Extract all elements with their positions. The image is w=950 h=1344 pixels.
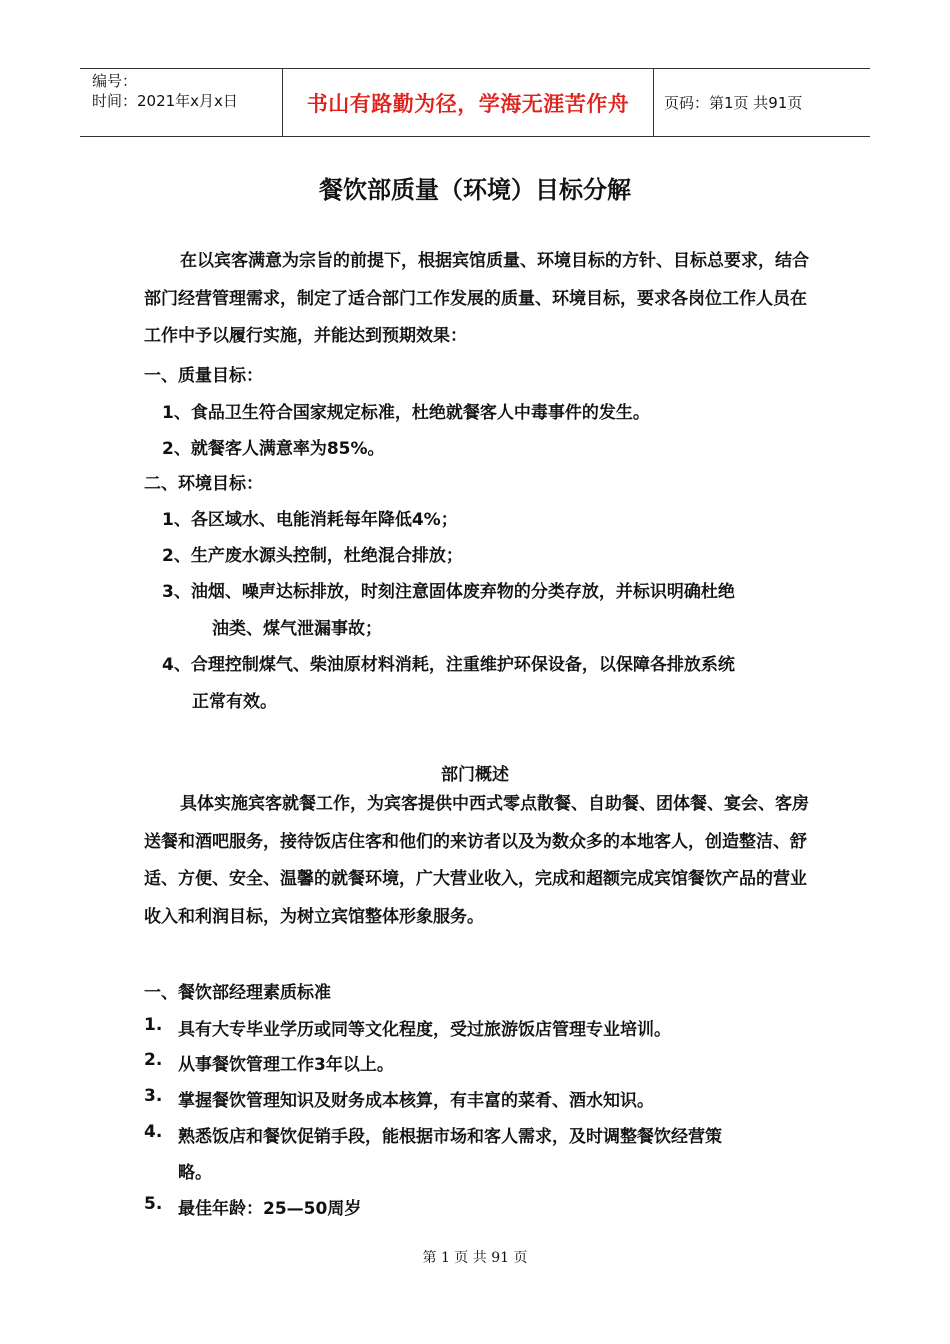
intro-paragraph: 在以宾客满意为宗旨的前提下，根据宾馆质量、环境目标的方针、目标总要求，结合部门经营管理需求，制定了适合部门工作发展的质量、环境目标，要求各岗位工作人员在工作中予以履行实施，并能达到预期效果： xyxy=(144,251,809,346)
number-label: 编号： xyxy=(92,72,138,90)
overview-paragraph: 具体实施宾客就餐工作，为宾客提供中西式零点散餐、自助餐、团体餐、宴会、客房送餐和酒吧服务，接待饭店住客和他们的来访者以及为数众多的本地客人，创造整洁、舒适、方便、安全、温馨的就餐环境，广大营业收入，完成和超额完成宾馆餐饮产品的营业收入和利润目标，为树立宾馆整体形象服务。 xyxy=(144,794,809,927)
page-footer: 第 1 页 共 91 页 xyxy=(422,1250,528,1266)
list-item: 掌握餐饮管理知识及财务成本核算，有丰富的菜肴、酒水知识。 xyxy=(178,1091,654,1111)
quality-item: 2、就餐客人满意率为85%。 xyxy=(162,439,385,459)
overview-heading: 部门概述 xyxy=(441,765,509,785)
list-number: 1. xyxy=(144,1015,163,1035)
list-number: 5. xyxy=(144,1194,163,1214)
list-item: 熟悉饭店和餐饮促销手段，能根据市场和客人需求，及时调整餐饮经营策 xyxy=(178,1127,722,1147)
quality-heading: 一、质量目标： xyxy=(144,366,263,386)
environment-item: 3、油烟、噪声达标排放，时刻注意固体废弃物的分类存放，并标识明确杜绝 xyxy=(162,582,735,602)
list-item-cont: 略。 xyxy=(178,1163,212,1183)
header-meta xyxy=(80,69,282,136)
environment-item: 2、生产废水源头控制，杜绝混合排放； xyxy=(162,546,463,566)
page-info: 页码：第1页 共91页 xyxy=(664,94,803,112)
document-title: 餐饮部质量（环境）目标分解 xyxy=(319,176,631,204)
environment-item-cont: 油类、煤气泄漏事故； xyxy=(212,619,382,639)
quality-item: 1、食品卫生符合国家规定标准，杜绝就餐客人中毒事件的发生。 xyxy=(162,403,650,423)
page-header xyxy=(80,68,870,137)
header-page-info-cell xyxy=(654,69,870,136)
list-number: 2. xyxy=(144,1050,163,1070)
environment-item: 1、各区域水、电能消耗每年降低4%； xyxy=(162,510,458,530)
environment-heading: 二、环境目标： xyxy=(144,474,263,494)
list-item: 最佳年龄：25—50周岁 xyxy=(178,1199,362,1219)
list-number: 4. xyxy=(144,1122,163,1142)
time-label: 时间：2021年x月x日 xyxy=(92,92,238,110)
list-number: 3. xyxy=(144,1086,163,1106)
manager-heading: 一、餐饮部经理素质标准 xyxy=(144,983,331,1003)
list-item: 具有大专毕业学历或同等文化程度，受过旅游饭店管理专业培训。 xyxy=(178,1020,671,1040)
header-motto-cell xyxy=(282,69,654,136)
list-item: 从事餐饮管理工作3年以上。 xyxy=(178,1055,394,1075)
environment-item-cont: 正常有效。 xyxy=(192,692,277,712)
environment-item: 4、合理控制煤气、柴油原材料消耗，注重维护环保设备，以保障各排放系统 xyxy=(162,655,735,675)
motto: 书山有路勤为径，学海无涯苦作舟 xyxy=(306,91,630,116)
